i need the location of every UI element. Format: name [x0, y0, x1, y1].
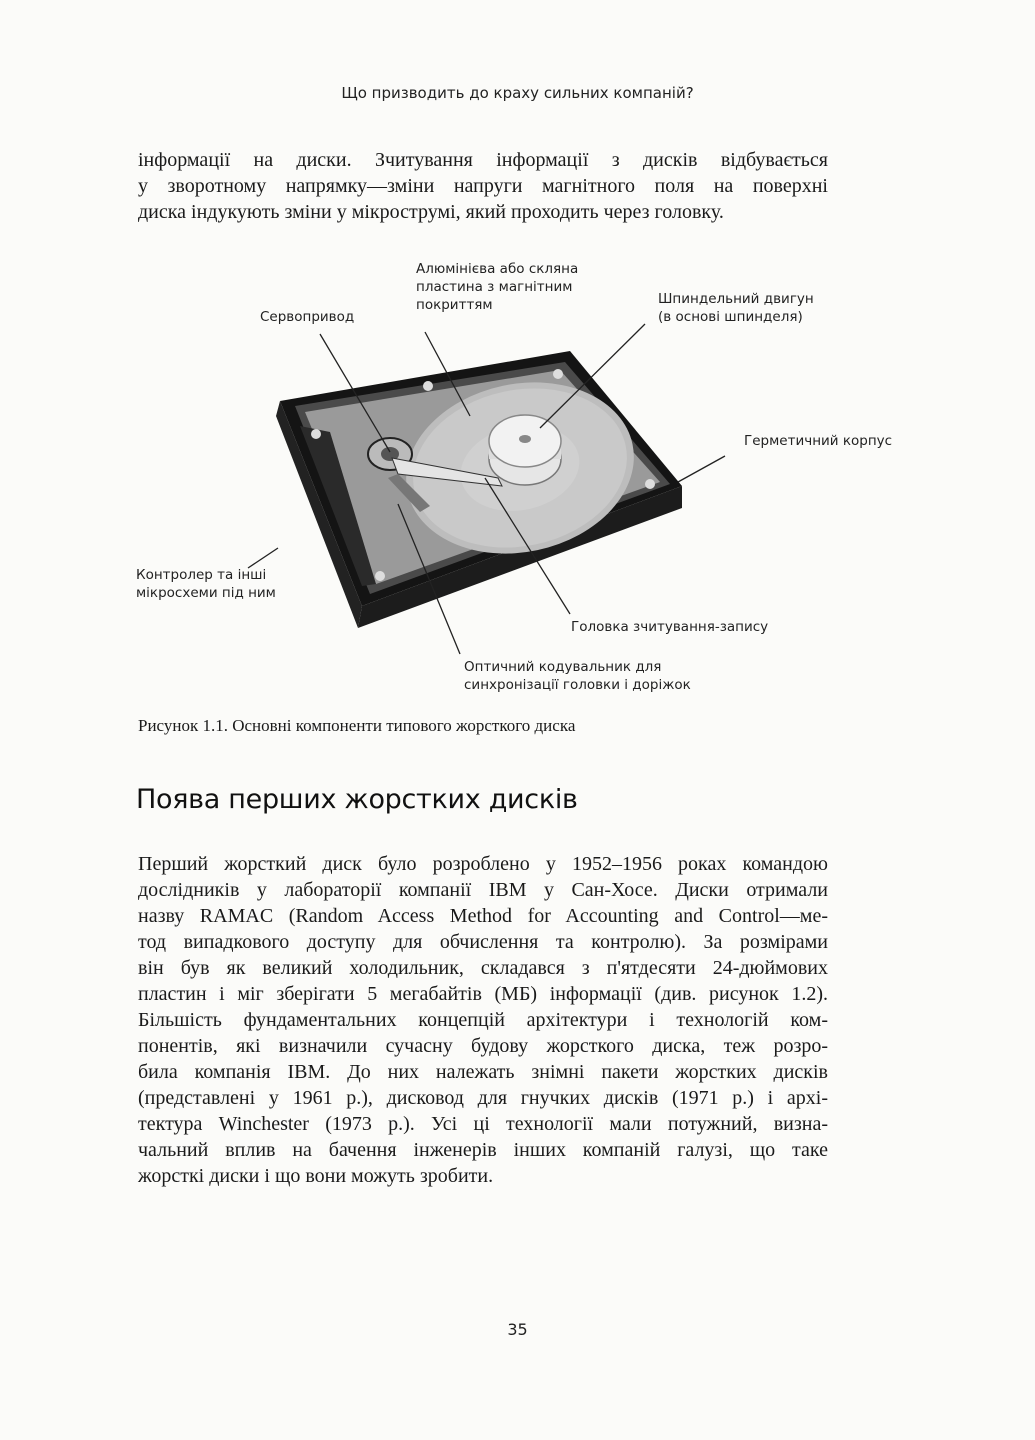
text-line: понентів, які визначили сучасну будову жорсткого диска, теж розро- — [138, 1035, 828, 1057]
running-head: Що призводить до краху сильних компаній? — [341, 84, 694, 102]
text-line: (представлені у 1961 р.), дисковод для гнучких дисків (1971 р.) і архі- — [138, 1087, 828, 1109]
section-heading: Поява перших жорстких дисків — [136, 784, 578, 815]
figure-caption: Рисунок 1.1. Основні компоненти типового жорсткого диска — [138, 716, 576, 735]
text-line: била компанія IBM. До них належать знімні пакети жорстких дисків — [138, 1061, 828, 1083]
text-line: інформації на диски. Зчитування інформації з дисків відбувається — [138, 149, 828, 171]
main-paragraph — [138, 851, 828, 1189]
callout-spindle: Шпиндельний двигун (в основі шпинделя) — [658, 291, 814, 325]
callout-platter: Алюмінієва або скляна пластина з магнітним покриттям — [416, 261, 579, 313]
text-line: диска індукують зміни у мікрострумі, який проходить через головку. — [138, 201, 724, 223]
text-line: дослідників у лабораторії компанії IBM у Сан-Хосе. Диски отримали — [138, 879, 828, 901]
text-line: тектура Winchester (1973 р.). Усі ці технології мали потужний, визна- — [138, 1113, 828, 1135]
callout-head: Головка зчитування-запису — [571, 619, 769, 635]
hard-drive-figure — [130, 256, 910, 706]
text-line: чальний вплив на бачення інженерів інших компаній галузі, що таке — [138, 1139, 828, 1161]
text-line: він був як великий холодильник, складався з п'ятдесяти 24-дюймових — [138, 957, 828, 979]
callout-encoder: Оптичний кодувальник для синхронізації головки і доріжок — [464, 659, 691, 693]
text-line: жорсткі диски і що вони можуть зробити. — [138, 1165, 494, 1187]
text-line: назву RAMAC (Random Access Method for Accounting and Control—ме- — [138, 905, 828, 927]
text-line: Перший жорсткий диск було розроблено у 1952–1956 роках командою — [138, 853, 828, 875]
page-number: 35 — [507, 1320, 528, 1339]
text-line: тод випадкового доступу для обчислення та контролю). За розмірами — [138, 931, 828, 953]
callout-controller: Контролер та інші мікросхеми під ним — [136, 567, 276, 601]
text-line: Більшість фундаментальних концепцій архітектури і технологій ком- — [138, 1009, 828, 1031]
callout-servo: Сервопривод — [260, 309, 355, 325]
callout-case: Герметичний корпус — [744, 433, 893, 449]
intro-paragraph — [138, 147, 828, 225]
text-line: у зворотному напрямку—зміни напруги магнітного поля на поверхні — [138, 175, 828, 197]
text-line: пластин і міг зберігати 5 мегабайтів (МБ) інформації (див. рисунок 1.2). — [138, 983, 828, 1005]
